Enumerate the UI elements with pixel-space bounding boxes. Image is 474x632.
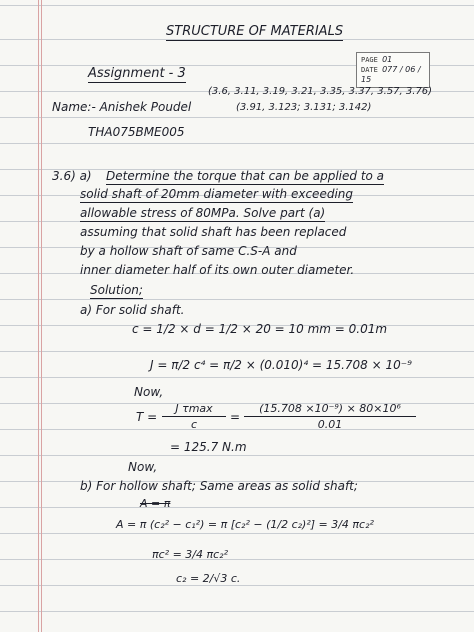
date-value: 077 / 06 / 15 (361, 65, 421, 84)
problem-line-4: assuming that solid shaft has been replaced (80, 225, 347, 239)
assignment-label: Assignment - 3 (88, 66, 186, 81)
area-equation: A = π (c₂² − c₁²) = π [c₂² − (1/2 c₂)²] = 3/4 πc₂² (116, 518, 374, 531)
problem-list-2: (3.91, 3.123; 3.131; 3.142) (236, 102, 372, 113)
radius-equation: c = 1/2 × d = 1/2 × 20 = 10 mm = 0.01m (132, 322, 388, 336)
torque-formula-fraction (162, 402, 226, 431)
torque-denominator: c (190, 418, 198, 431)
problem-line-2: solid shaft of 20mm diameter with exceeding (80, 187, 353, 201)
polar-moment-equation: J = π/2 c⁴ = π/2 × (0.010)⁴ = 15.708 × 10⁻⁹ (150, 358, 412, 372)
now-label-b: Now, (128, 460, 158, 474)
page-number: 01 (382, 55, 393, 64)
now-label-a: Now, (134, 385, 164, 399)
page-margin-line (38, 0, 39, 632)
problem-number: 3.6) a) (52, 169, 92, 183)
outer-radius-result: c₂ = 2/√3 c. (176, 572, 241, 585)
torque-result: = 125.7 N.m (170, 440, 247, 454)
torque-value-numerator: (15.708 ×10⁻⁹) × 80×10⁶ (259, 402, 401, 415)
problem-list-1: (3.6, 3.11, 3.19, 3.21, 3.35, 3.37, 3.57, 3.76) (208, 86, 433, 97)
area-equality: πc² = 3/4 πc₂² (152, 548, 228, 561)
roll-number: THA075BME005 (88, 125, 185, 139)
page-margin-line-inner (41, 0, 42, 632)
torque-lhs: T = (136, 410, 158, 424)
problem-line-5: by a hollow shaft of same C.S-A and (80, 244, 297, 258)
struck-out-text: A = π (140, 497, 171, 510)
problem-line-3: allowable stress of 80MPa. Solve part (a) (80, 206, 326, 220)
page-date-box (356, 52, 430, 88)
page-title: STRUCTURE OF MATERIALS (166, 24, 344, 39)
page-label: PAGE (361, 56, 378, 64)
torque-value-fraction (244, 402, 416, 431)
part-b-heading: b) For hollow shaft; Same areas as solid shaft; (80, 479, 358, 493)
part-a-heading: a) For solid shaft. (80, 303, 185, 317)
fraction-bar-2 (244, 416, 416, 417)
problem-line-6: inner diameter half of its own outer diameter. (80, 263, 355, 277)
student-name: Name:- Anishek Poudel (52, 100, 192, 114)
date-label: DATE (361, 66, 378, 74)
solution-label: Solution; (90, 283, 143, 297)
torque-numerator: J τmax (175, 402, 213, 415)
torque-value-denominator: 0.01 (317, 418, 343, 431)
equals-sign: = (230, 410, 241, 424)
fraction-bar (162, 416, 226, 417)
problem-line-1: Determine the torque that can be applied to a (106, 169, 385, 183)
